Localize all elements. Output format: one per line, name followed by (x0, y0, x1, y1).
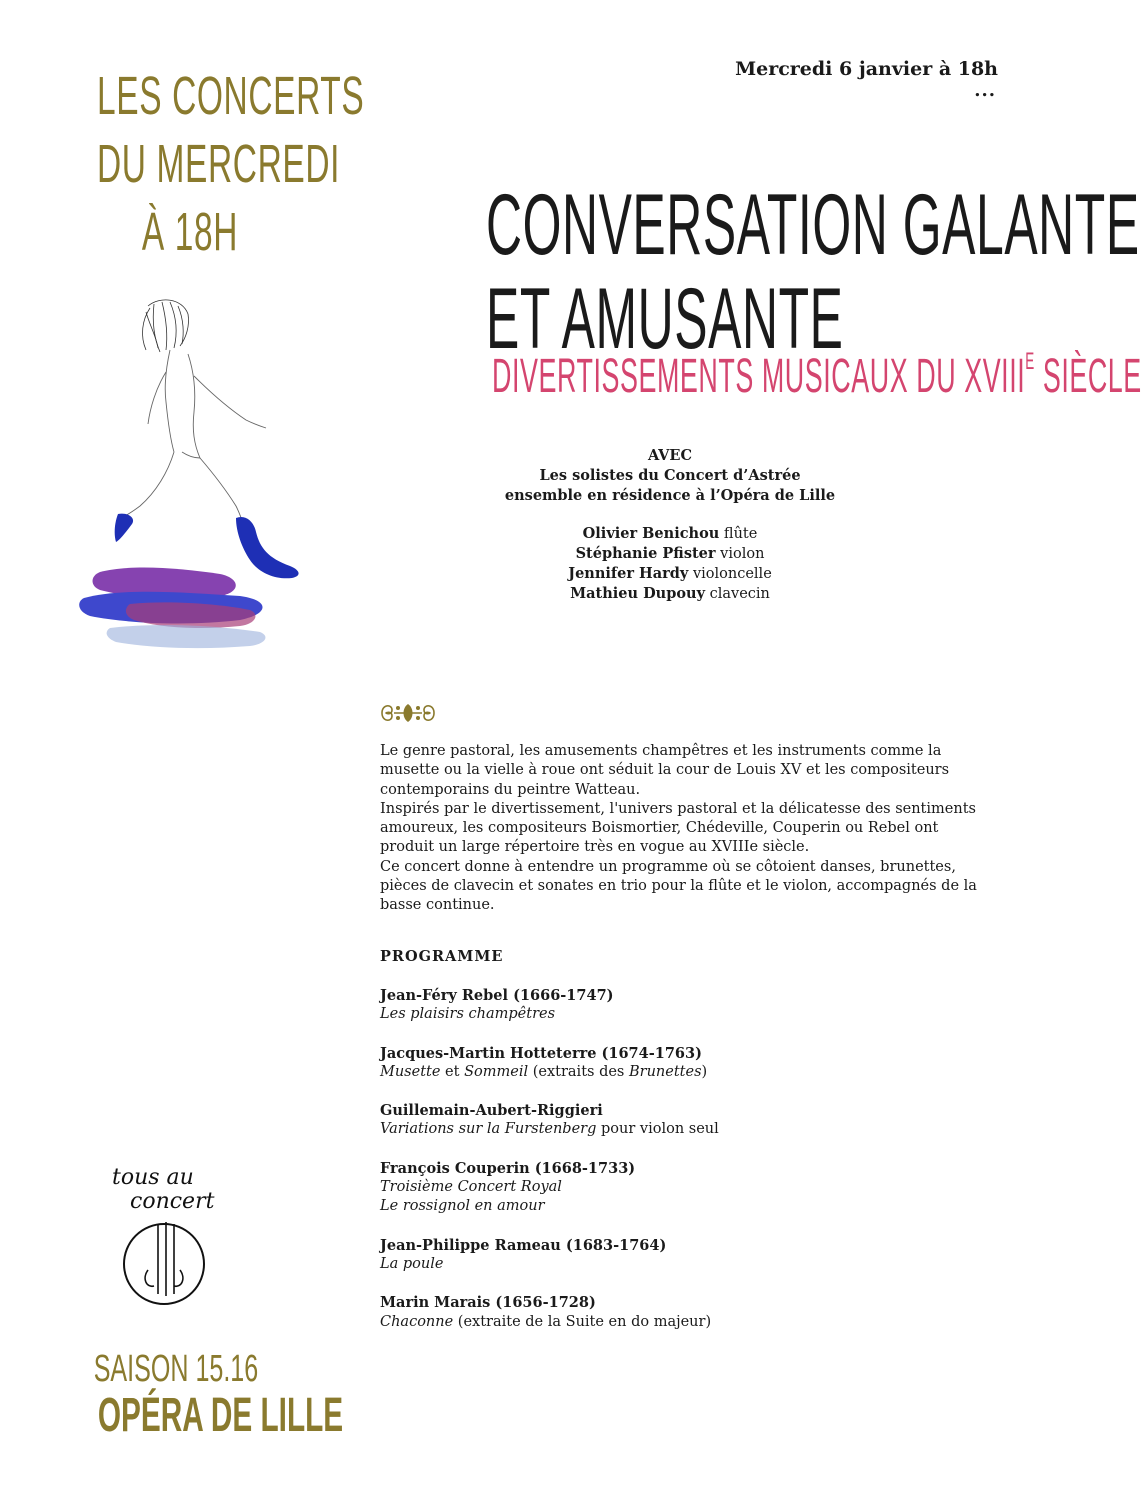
series-title-line: LES CONCERTS (97, 66, 365, 126)
concert-title (486, 177, 1140, 367)
avec-label: AVEC (647, 447, 693, 464)
work-text: pour violon seul (596, 1121, 719, 1138)
work-title: Troisième Concert Royal (380, 1179, 562, 1196)
programme-list (380, 986, 990, 1351)
programme-heading: PROGRAMME (380, 948, 504, 965)
description-paragraph: Ce concert donne à entendre un programme où se côtoient danses, brunettes, pièces de clavecin et sonates en trio pour la flûte et le violon, accompagnés de la basse continue. (380, 858, 977, 914)
work-title: Brunettes (628, 1063, 702, 1080)
dancer-illustration (70, 292, 320, 662)
concert-description (380, 742, 990, 916)
musician-instrument: violoncelle (688, 566, 772, 582)
composer: Guillemain-Aubert-Riggieri (380, 1102, 603, 1120)
musician-instrument: clavecin (705, 586, 770, 602)
work-text: ) (701, 1063, 708, 1080)
musician-instrument: violon (715, 546, 765, 562)
musician-instrument: flûte (719, 526, 758, 542)
musician (420, 584, 920, 604)
subtitle-text: DIVERTISSEMENTS MUSICAUX DU XVIII (492, 350, 1026, 403)
musician-name: Mathieu Dupouy (570, 585, 705, 602)
work-title: La poule (380, 1255, 444, 1272)
work-title: Les plaisirs champêtres (380, 1006, 556, 1023)
programme-item (380, 1159, 990, 1217)
composer: Marin Marais (1656-1728) (380, 1294, 596, 1312)
programme-item (380, 986, 990, 1025)
description-paragraph: Inspirés par le divertissement, l'univers pastoral et la délicatesse des sentiments amoureux, les compositeurs Boismortier, Chédeville, Couperin ou Rebel ont produit un large répertoire très en vogue au XVIIIe siècle. (380, 800, 976, 856)
musician-name: Jennifer Hardy (568, 565, 689, 582)
composer: Jean-Philippe Rameau (1683-1764) (380, 1236, 667, 1254)
concert-date: Mercredi 6 janvier à 18h (735, 58, 998, 80)
work-title: Musette (380, 1063, 441, 1080)
work-title: Le rossignol en amour (380, 1198, 545, 1215)
musician (420, 544, 920, 564)
programme-item (380, 1293, 990, 1332)
work-text: (extraite de la Suite en do majeur) (453, 1313, 712, 1330)
work-title: Chaconne (380, 1313, 454, 1330)
concert-title-line: CONVERSATION GALANTE (486, 177, 1140, 273)
composer: Jacques-Martin Hotteterre (1674-1763) (380, 1044, 702, 1062)
badge-line-1: tous au (112, 1165, 194, 1190)
series-title (97, 62, 365, 266)
subtitle-end: SIÈCLE (1034, 350, 1142, 403)
work-title: Sommeil (464, 1063, 529, 1080)
series-title-line: DU MERCREDI (97, 134, 341, 194)
composer: François Couperin (1668-1733) (380, 1159, 636, 1177)
work-text: et (440, 1063, 465, 1080)
musician-name: Stéphanie Pfister (575, 545, 716, 562)
programme-item (380, 1101, 990, 1140)
performers-credits (420, 446, 920, 604)
work-text: (extraits des (528, 1063, 629, 1080)
musician (420, 524, 920, 544)
opera-logo-text: OPÉRA DE LILLE (97, 1389, 344, 1442)
badge-line-2: concert (130, 1189, 215, 1214)
header-dots: ... (974, 80, 996, 101)
ensemble-name: Les solistes du Concert d’Astrée (539, 467, 801, 484)
composer: Jean-Féry Rebel (1666-1747) (380, 987, 614, 1004)
series-title-line: À 18H (141, 202, 239, 262)
programme-item (380, 1044, 990, 1083)
season-footer (58, 1348, 344, 1442)
concert-title-line: ET AMUSANTE (486, 271, 844, 367)
tous-au-concert-badge (104, 1160, 224, 1320)
description-paragraph: Le genre pastoral, les amusements champêtres et les instruments comme la musette ou la vielle à roue ont séduit la cour de Louis XV et les compositeurs contemporains du peintre Watteau. (380, 743, 950, 798)
season-label: SAISON 15.16 (93, 1348, 259, 1390)
ornament-icon (378, 700, 438, 726)
ensemble-residence: ensemble en résidence à l’Opéra de Lille (504, 487, 836, 504)
subtitle-superscript: E (1025, 348, 1035, 375)
concert-subtitle (492, 340, 1142, 405)
musician (420, 564, 920, 584)
musician-name: Olivier Benichou (582, 525, 720, 542)
work-title: Variations sur la Furstenberg (380, 1121, 597, 1138)
programme-item (380, 1236, 990, 1275)
